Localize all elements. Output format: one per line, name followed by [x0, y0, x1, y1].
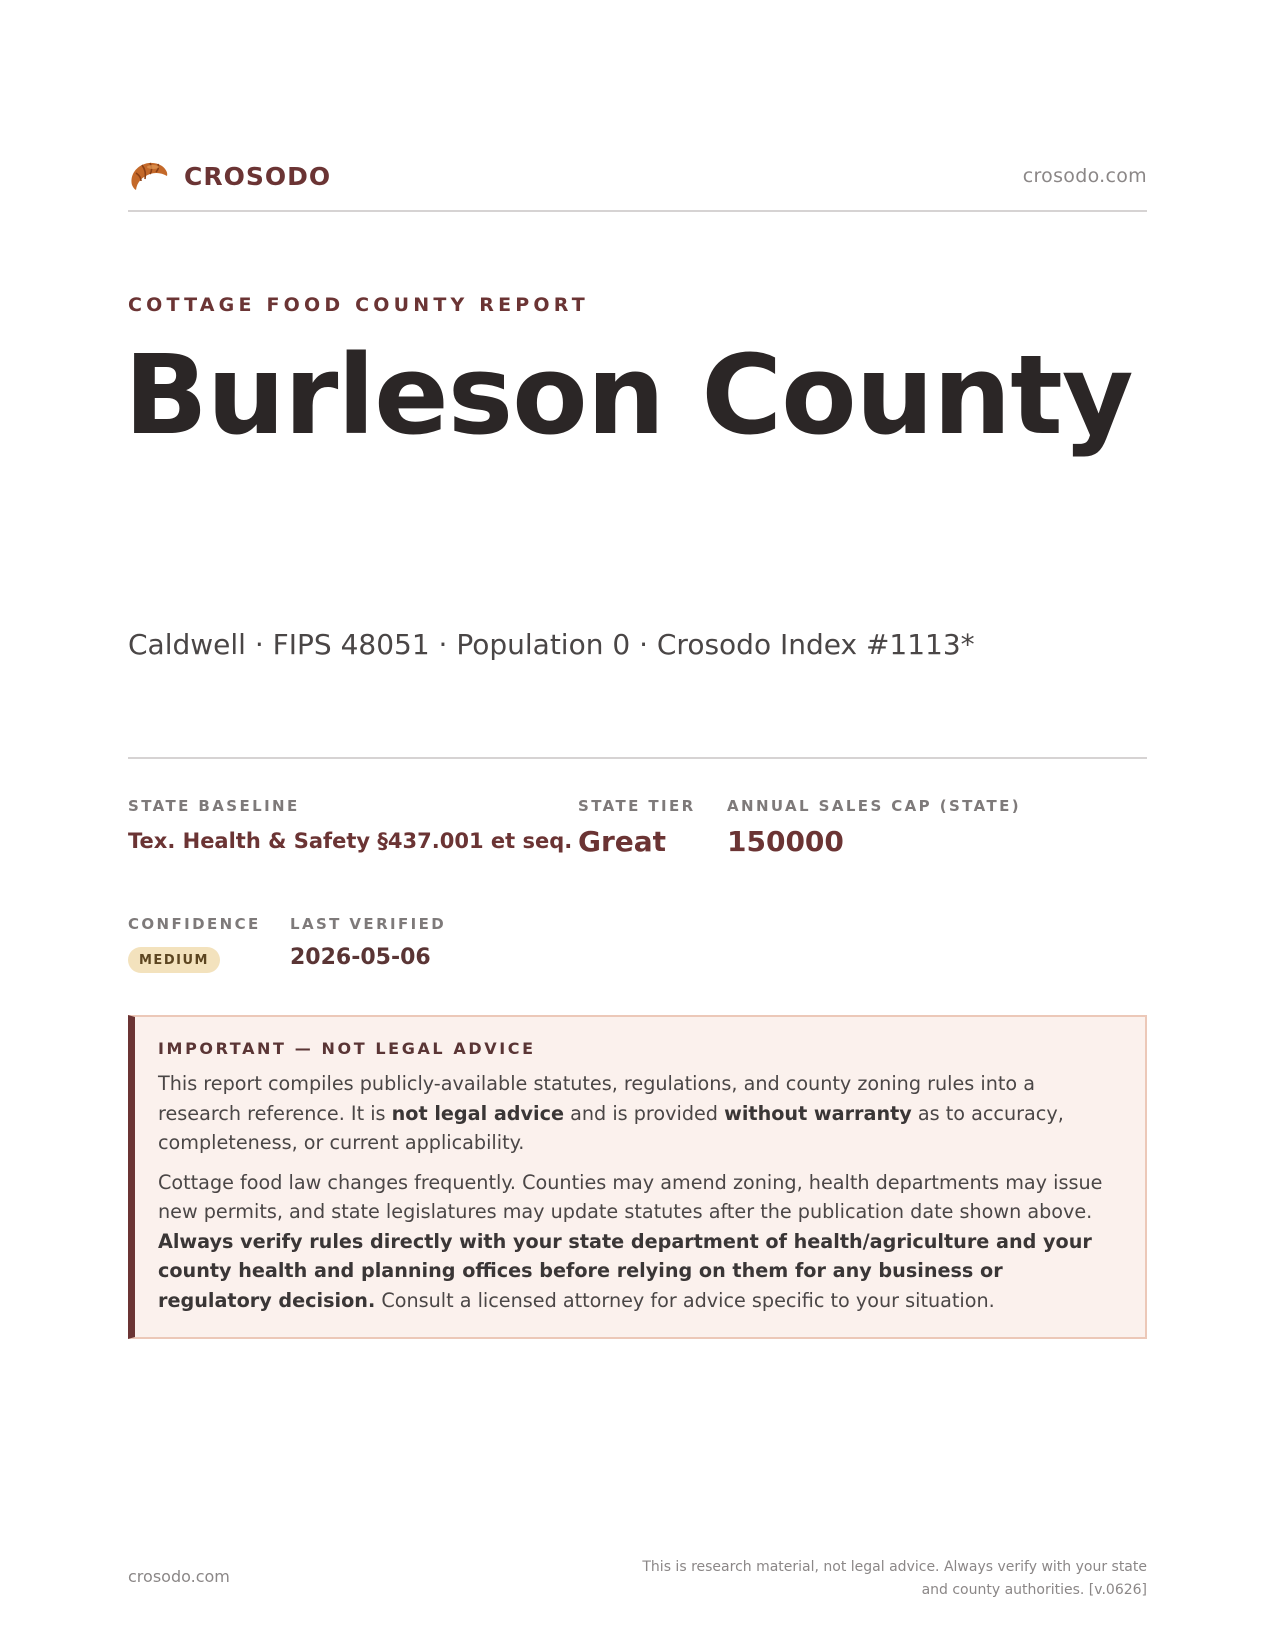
- croissant-icon: [128, 157, 170, 195]
- notice-emphasis: not legal advice: [391, 1101, 565, 1125]
- site-link[interactable]: crosodo.com: [1022, 165, 1147, 187]
- fact-value: 150000: [727, 825, 844, 858]
- notice-text: Cottage food law changes frequently. Counties may amend zoning, health departments may issue new permits, and state legislatures may update statutes after the publication date shown above.: [158, 1170, 1103, 1223]
- notice-text: as to accuracy, completeness, or current applicability.: [158, 1101, 1064, 1154]
- fact-state-baseline: [128, 797, 572, 853]
- fact-label: STATE TIER: [578, 797, 696, 815]
- page-title: Burleson County: [124, 331, 1133, 459]
- brand-name: CROSODO: [184, 161, 332, 191]
- fact-confidence: [128, 915, 261, 973]
- notice-paragraph: [158, 1168, 1119, 1316]
- fact-state-tier: [578, 797, 696, 858]
- fact-label: LAST VERIFIED: [290, 915, 447, 933]
- fact-label: ANNUAL SALES CAP (STATE): [727, 797, 1022, 815]
- page-header: [128, 156, 1147, 212]
- notice-text: This report compiles publicly-available statutes, regulations, and county zoning rules into a research reference. It is: [158, 1072, 1035, 1125]
- fact-annual-sales-cap: [727, 797, 1021, 858]
- footer-disclaimer: This is research material, not legal advice. Always verify with your state and county authorities. [v.0626]: [642, 1559, 1147, 1598]
- notice-text: and is provided: [564, 1101, 725, 1125]
- divider: [128, 757, 1147, 759]
- notice-emphasis: Always verify rules directly with your state department of health/agriculture and your county health and planning offices before relying on them for any business or regulatory decision.: [158, 1229, 1092, 1312]
- legal-notice: [128, 1015, 1147, 1339]
- brand[interactable]: [128, 157, 331, 195]
- fact-value: Tex. Health & Safety §437.001 et seq.: [128, 829, 573, 853]
- footer-site-link[interactable]: crosodo.com: [128, 1567, 230, 1586]
- fact-label: CONFIDENCE: [128, 915, 261, 933]
- fact-label: STATE BASELINE: [128, 797, 300, 815]
- county-meta: Caldwell · FIPS 48051 · Population 0 · Crosodo Index #1113*: [128, 628, 975, 661]
- fact-value: Great: [578, 825, 667, 858]
- notice-emphasis: without warranty: [724, 1101, 912, 1125]
- fact-value: 2026-05-06: [290, 945, 431, 970]
- report-kicker: COTTAGE FOOD COUNTY REPORT: [128, 294, 589, 316]
- confidence-badge: MEDIUM: [128, 947, 220, 973]
- notice-paragraph: [158, 1069, 1119, 1158]
- notice-text: Consult a licensed attorney for advice specific to your situation.: [375, 1288, 995, 1312]
- notice-title: IMPORTANT — NOT LEGAL ADVICE: [158, 1039, 536, 1058]
- fact-last-verified: [290, 915, 446, 970]
